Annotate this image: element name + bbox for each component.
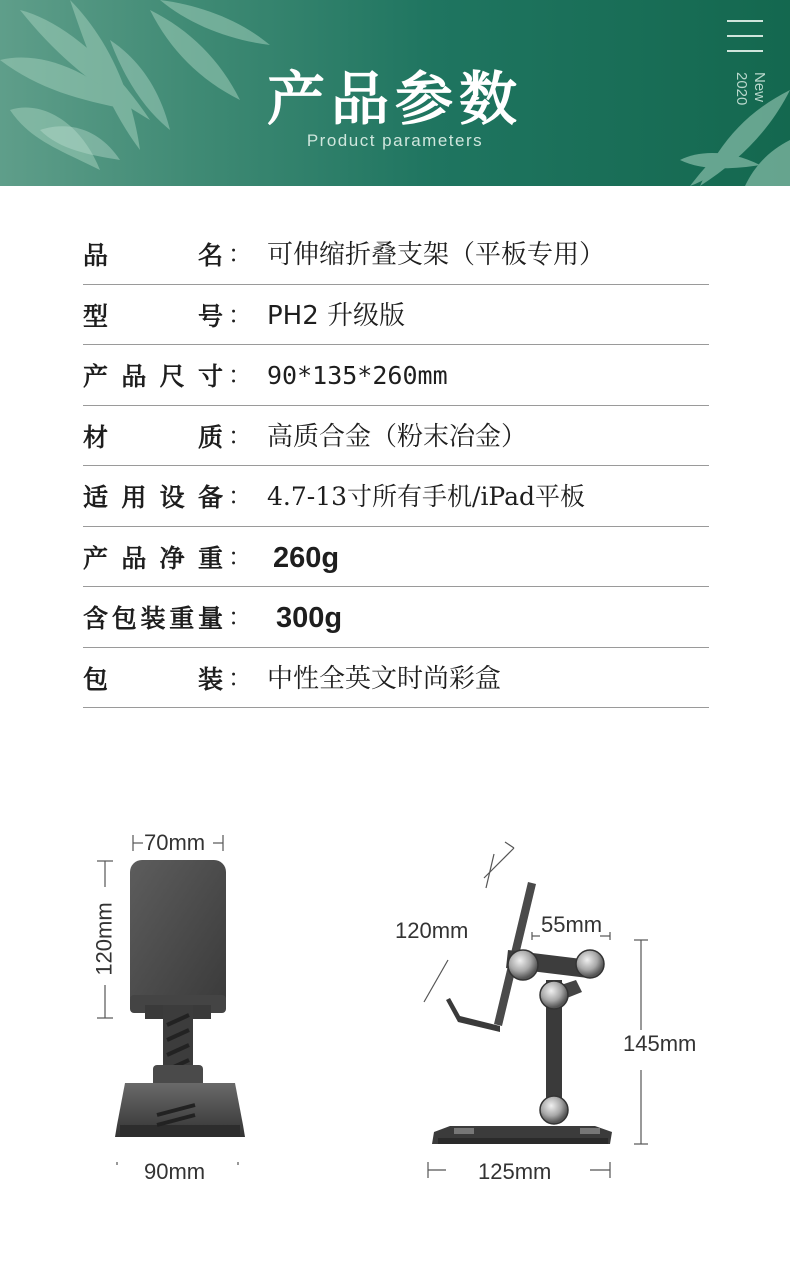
dim-front-top: 70mm xyxy=(144,830,206,855)
spec-colon: ： xyxy=(228,361,252,389)
spec-row-devices xyxy=(83,466,709,527)
page-title: 产品参数 xyxy=(266,65,523,133)
spec-row-gross-weight xyxy=(83,587,709,648)
spec-colon: ： xyxy=(228,421,252,450)
spec-row-material xyxy=(83,406,709,467)
spec-value: 高质合金（粉末冶金） xyxy=(267,421,528,452)
spec-row-package xyxy=(83,648,709,709)
new-badge xyxy=(718,72,768,132)
spec-value: 可伸缩折叠支架（平板专用） xyxy=(267,240,606,270)
new-badge-word: New xyxy=(751,72,768,103)
header-banner xyxy=(0,0,790,186)
spec-value: 90*135*260mm xyxy=(267,361,448,390)
spec-value: PH2 升级版 xyxy=(267,300,406,331)
spec-colon: ： xyxy=(228,663,252,692)
spec-colon: ： xyxy=(228,603,252,631)
spec-colon: ： xyxy=(228,300,252,329)
spec-table xyxy=(83,224,709,708)
side-view-diagram xyxy=(420,840,680,1180)
dim-side-joint: 55mm xyxy=(541,912,603,937)
spec-label: 适 用 设 备 xyxy=(83,483,223,512)
spec-colon: ： xyxy=(228,542,252,571)
spec-row-size xyxy=(83,345,709,406)
dim-side-arm: 120mm xyxy=(395,918,469,943)
spec-label: 含 包 装 重 量 xyxy=(83,604,223,633)
dim-side-bottom: 125mm xyxy=(478,1159,552,1184)
hamburger-icon[interactable] xyxy=(727,20,763,52)
dim-side-height: 145mm xyxy=(623,1031,697,1056)
spec-value: 260g xyxy=(273,541,340,574)
spec-label: 产 品 净 重 xyxy=(83,543,223,573)
dim-front-side: 120mm xyxy=(91,902,117,976)
dim-front-bottom: 90mm xyxy=(144,1159,206,1184)
front-view-diagram xyxy=(95,825,265,1165)
new-badge-year: 2020 xyxy=(733,72,750,106)
spec-colon: ： xyxy=(228,240,252,268)
spec-value: 中性全英文时尚彩盒 xyxy=(267,663,502,694)
spec-label: 品 名 xyxy=(83,241,223,270)
spec-value: 300g xyxy=(276,602,343,634)
spec-label: 产 品 尺 寸 xyxy=(83,362,223,391)
spec-row-net-weight xyxy=(83,527,709,588)
spec-row-name xyxy=(83,224,709,285)
spec-row-model xyxy=(83,285,709,346)
spec-value: 4.7-13寸所有手机/iPad平板 xyxy=(267,482,586,511)
spec-label: 材 质 xyxy=(83,422,223,452)
page-subtitle: Product parameters xyxy=(306,131,484,150)
spec-colon: ： xyxy=(228,482,252,510)
spec-label: 包 装 xyxy=(83,664,223,694)
spec-label: 型 号 xyxy=(83,301,223,331)
